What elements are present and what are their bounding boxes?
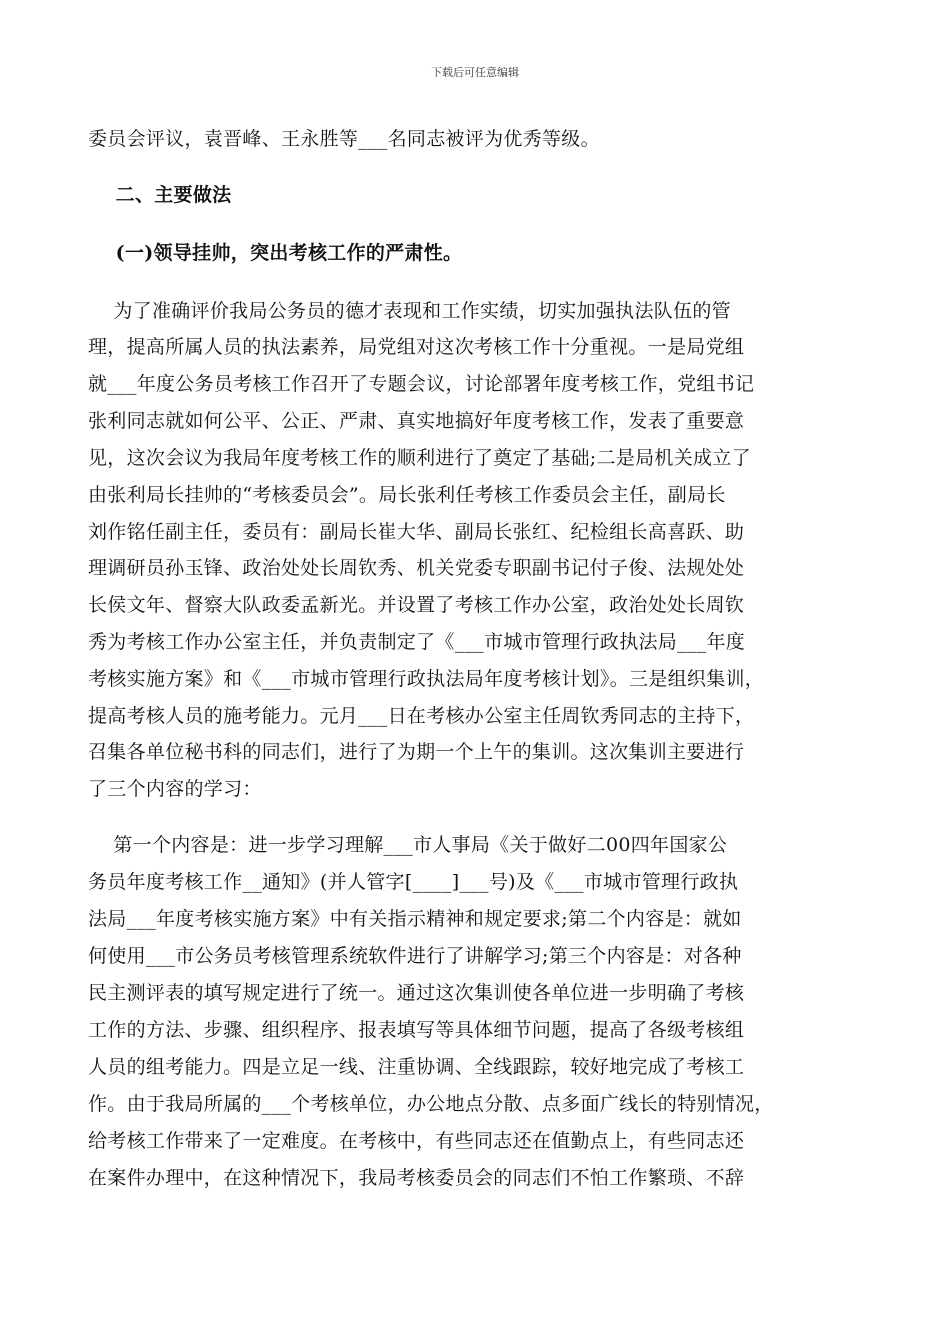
paragraph-line: 召集各单位秘书科的同志们，进行了为期一个上午的集训。这次集训主要进行 [88,741,745,763]
section-heading: 二、主要做法 [88,184,232,206]
paragraph-line: 刘作铭任副主任，委员有：副局长崔大华、副局长张红、纪检组长高喜跃、助 [88,521,745,543]
paragraph-line: 法局___年度考核实施方案》中有关指示精神和规定要求;第二个内容是：就如 [88,908,742,930]
paragraph-line: 作。由于我局所属的___个考核单位，办公地点分散、点多面广线长的特别情况， [88,1093,774,1115]
paragraph-line: 理，提高所属人员的执法素养，局党组对这次考核工作十分重视。一是局党组 [88,336,745,358]
paragraph-line: 在案件办理中，在这种情况下，我局考核委员会的同志们不怕工作繁琐、不辞 [88,1167,745,1189]
page-header: 下载后可任意编辑 [431,66,519,79]
paragraph-line: 考核实施方案》和《___市城市管理行政执法局年度考核计划》。三是组织集训， [88,668,765,690]
paragraph-line: 张利同志就如何公平、公正、严肃、真实地搞好年度考核工作，发表了重要意 [88,410,745,432]
paragraph-line: 给考核工作带来了一定难度。在考核中，有些同志还在值勤点上，有些同志还 [88,1130,745,1152]
paragraph-line: 工作的方法、步骤、组织程序、报表填写等具体细节问题，提高了各级考核组 [88,1019,745,1041]
paragraph-line: 何使用___市公务员考核管理系统软件进行了讲解学习;第三个内容是：对各种 [88,945,742,967]
paragraph-line: 提高考核人员的施考能力。元月___日在考核办公室主任周钦秀同志的主持下， [88,705,755,727]
paragraph-line: 委员会评议，袁晋峰、王永胜等___名同志被评为优秀等级。 [88,128,600,150]
paragraph-line: 务员年度考核工作__通知》(并人管字[____]___号)及《___市城市管理行政执 [88,871,739,893]
paragraph-line: 秀为考核工作办公室主任，并负责制定了《___市城市管理行政执法局___年度 [88,631,746,653]
paragraph-line: 为了准确评价我局公务员的德才表现和工作实绩，切实加强执法队伍的管 [88,300,731,322]
paragraph-line: 第一个内容是：进一步学习理解___市人事局《关于做好二00四年国家公 [88,834,728,856]
paragraph-line: 民主测评表的填写规定进行了统一。通过这次集训使各单位进一步明确了考核 [88,982,745,1004]
paragraph-line: 长侯文年、督察大队政委孟新光。并设置了考核工作办公室，政治处处长周钦 [88,594,745,616]
paragraph-line: 由张利局长挂帅的“考核委员会”。局长张利任考核工作委员会主任，副局长 [88,484,726,506]
subsection-heading: (一)领导挂帅，突出考核工作的严肃性。 [88,242,463,264]
paragraph-line: 了三个内容的学习： [88,778,262,800]
paragraph-line: 见，这次会议为我局年度考核工作的顺利进行了奠定了基础;二是局机关成立了 [88,447,751,469]
paragraph-line: 人员的组考能力。四是立足一线、注重协调、全线跟踪，较好地完成了考核工 [88,1056,745,1078]
paragraph-line: 就___年度公务员考核工作召开了专题会议，讨论部署年度考核工作，党组书记 [88,373,755,395]
paragraph-line: 理调研员孙玉锋、政治处处长周钦秀、机关党委专职副书记付子俊、法规处处 [88,557,745,579]
